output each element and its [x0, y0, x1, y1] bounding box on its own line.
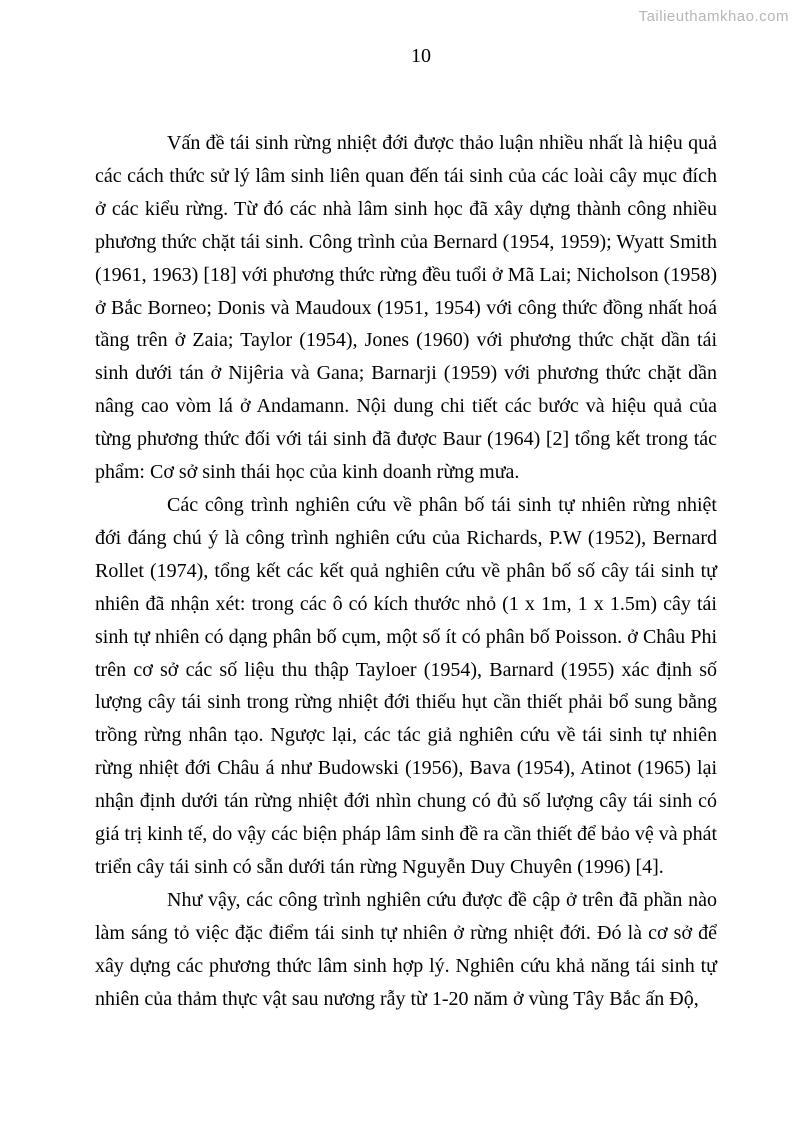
body-paragraph: Vấn đề tái sinh rừng nhiệt đới được thảo luận nhiều nhất là hiệu quả các cách thức sử lý lâm sinh liên quan đến tái sinh của các loài cây mục đích ở các kiểu rừng. Từ đó các nhà lâm sinh học đã xây dựng thành công nhiều phương thức chặt tái sinh. Công trình của Bernard (1954, 1959); Wyatt Smith (1961, 1963) [18] với phương thức rừng đều tuổi ở Mã Lai; Nicholson (1958) ở Bắc Borneo; Donis và Maudoux (1951, 1954) với công thức đồng nhất hoá tầng trên ở Zaia; Taylor (1954), Jones (1960) với phương thức chặt dần tái sinh dưới tán ở Nijêria và Gana; Barnarji (1959) với phương thức chặt dần nâng cao vòm lá ở Andamann. Nội dung chi tiết các bước và hiệu quả của từng phương thức đối với tái sinh đã được Baur (1964) [2] tổng kết trong tác phẩm: Cơ sở sinh thái học của kinh doanh rừng mưa.	[95, 132, 717, 484]
body-paragraph: Các công trình nghiên cứu về phân bố tái sinh tự nhiên rừng nhiệt đới đáng chú ý là công trình nghiên cứu của Richards, P.W (1952), Bernard Rollet (1974), tổng kết các kết quả nghiên cứu về phân bố số cây tái sinh tự nhiên đã nhận xét: trong các ô có kích thước nhỏ (1 x 1m, 1 x 1.5m) cây tái sinh tự nhiên có dạng phân bố cụm, một số ít có phân bố Poisson. ở Châu Phi trên cơ sở các số liệu thu thập Tayloer (1954), Barnard (1955) xác định số lượng cây tái sinh trong rừng nhiệt đới thiếu hụt cần thiết phải bổ sung bằng trồng rừng nhân tạo. Ngược lại, các tác giả nghiên cứu về tái sinh tự nhiên rừng nhiệt đới Châu á như Budowski (1956), Bava (1954), Atinot (1965) lại nhận định dưới tán rừng nhiệt đới nhìn chung có đủ số lượng cây tái sinh có giá trị kinh tế, do vậy các biện pháp lâm sinh đề ra cần thiết để bảo vệ và phát triển cây tái sinh có sẵn dưới tán rừng Nguyễn Duy Chuyên (1996) [4].	[95, 493, 718, 878]
body-paragraph: Như vậy, các công trình nghiên cứu được đề cập ở trên đã phần nào làm sáng tỏ việc đặc điểm tái sinh tự nhiên ở rừng nhiệt đới. Đó là cơ sở để xây dựng các phương thức lâm sinh hợp lý. Nghiên cứu khả năng tái sinh tự nhiên của thảm thực vật sau nương rẫy từ 1-20 năm ở vùng Tây Bắc ấn Độ,	[95, 888, 717, 1010]
document-body	[95, 127, 717, 1015]
page-number: 10	[411, 45, 431, 67]
watermark-text: Tailieuthamkhao.com	[638, 8, 789, 25]
